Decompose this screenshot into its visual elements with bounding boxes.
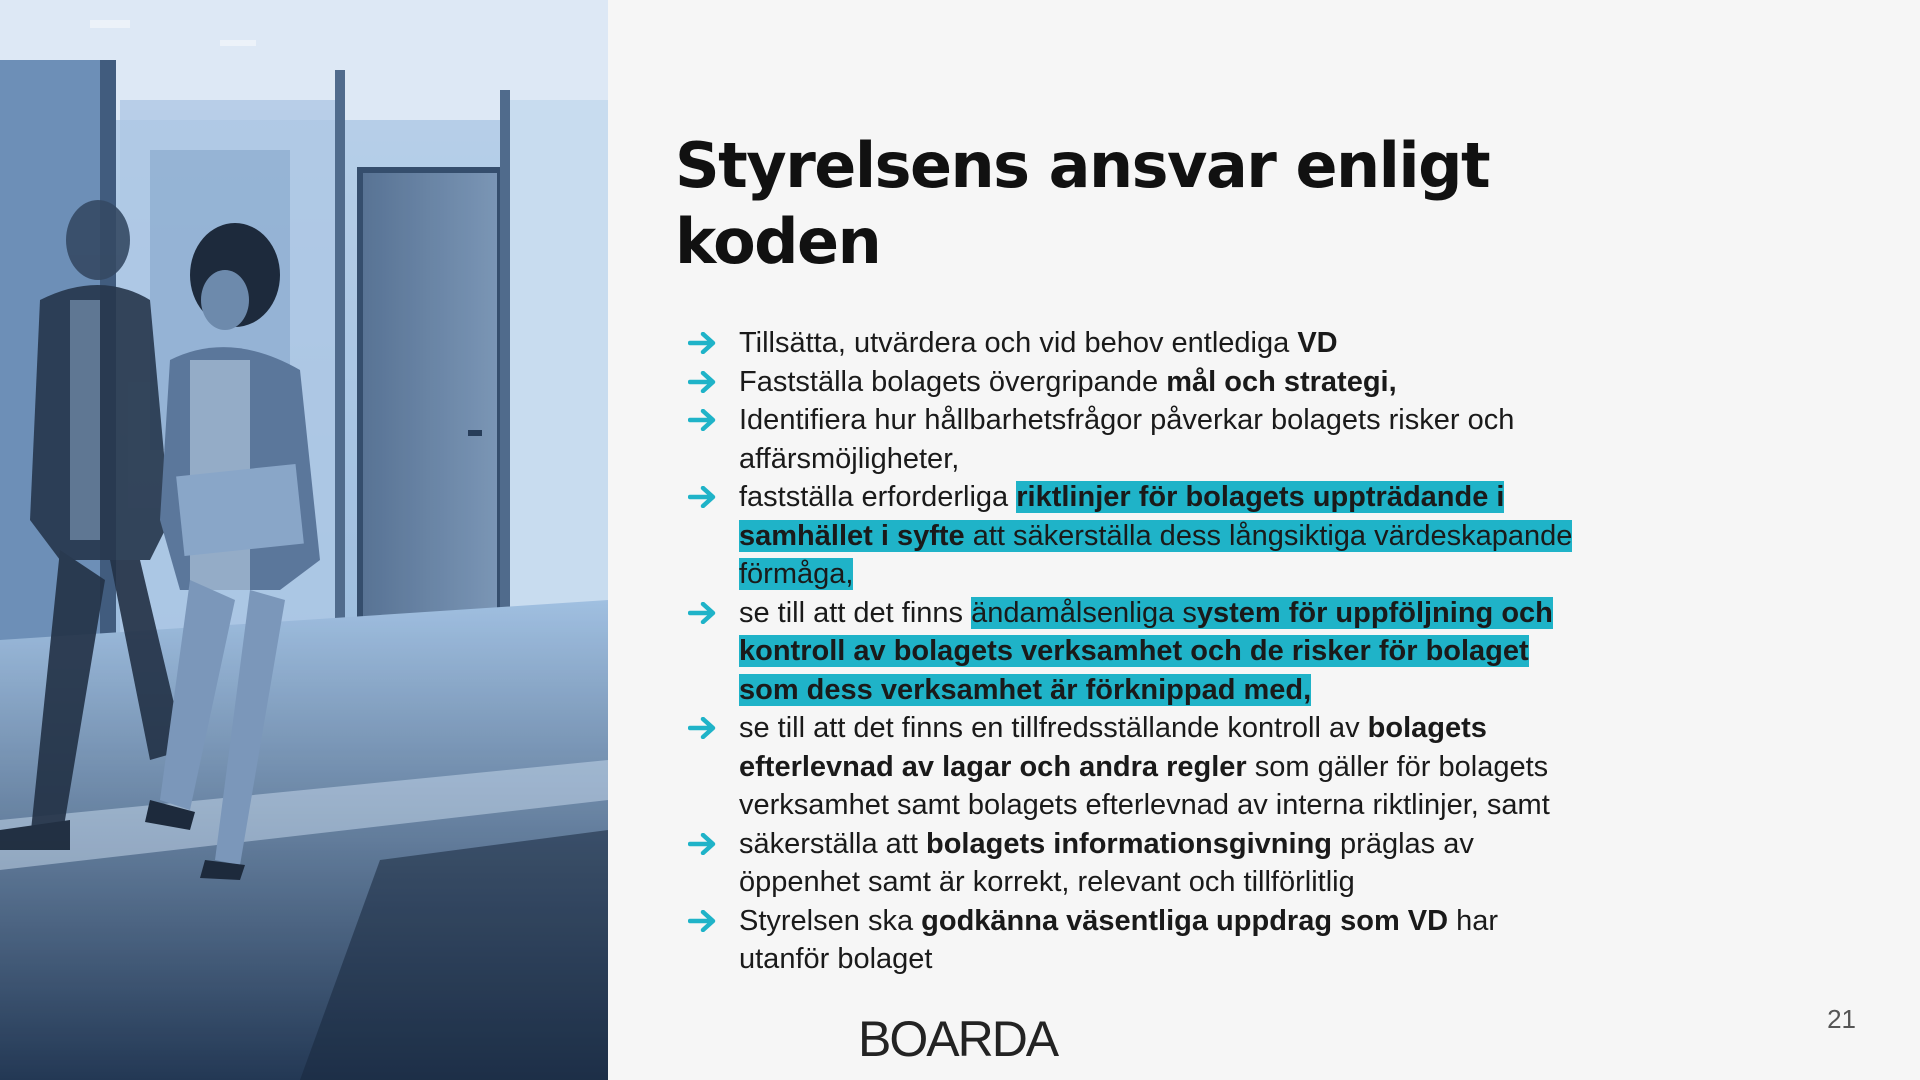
slide-title: Styrelsens ansvar enligt koden xyxy=(675,129,1490,278)
bullet-item xyxy=(688,478,1588,594)
highlighted-text: ystem för uppföljning och kontroll av bolagets verksamhet och de risker för bolaget som dess verksamhet är förknippad med, xyxy=(739,596,1553,706)
bullet-text: bolagets efterlevnad av lagar och andra regler xyxy=(739,712,1487,783)
responsibility-list xyxy=(688,324,1588,979)
office-photo xyxy=(0,0,608,1080)
arrow-right-icon xyxy=(688,401,722,439)
bullet-text: mål och strategi, xyxy=(1166,365,1397,398)
arrow-right-icon xyxy=(688,825,722,863)
arrow-right-icon xyxy=(688,363,722,401)
bullet-item xyxy=(688,594,1588,710)
logo-text: BOARDA xyxy=(858,1011,1058,1067)
bullet-text: Styrelsen ska xyxy=(739,904,922,937)
bullet-text: se till att det finns en tillfredsställande kontroll av xyxy=(739,712,1368,744)
bullet-item xyxy=(688,363,1588,402)
bullet-text: godkänna väsentliga uppdrag som VD xyxy=(921,904,1449,937)
bullet-text: Tillsätta, utvärdera och vid behov entlediga xyxy=(739,327,1298,359)
bullet-text: präglas av öppenhet samt är korrekt, relevant och tillförlitlig xyxy=(739,827,1474,898)
arrow-right-icon xyxy=(688,478,722,516)
arrow-right-icon xyxy=(688,902,722,940)
bullet-text: se till att det finns xyxy=(739,596,972,629)
highlighted-text: ändamålsenliga s xyxy=(971,596,1197,629)
boarda-logo xyxy=(858,1013,1057,1065)
bullet-item xyxy=(688,902,1588,979)
bullet-item xyxy=(688,825,1588,902)
highlighted-text: att säkerställa dess långsiktiga värdeskapande förmåga, xyxy=(739,519,1573,590)
page-number: 21 xyxy=(1827,1004,1856,1034)
bullet-text: har utanför bolaget xyxy=(739,904,1499,975)
bullet-item xyxy=(688,401,1588,478)
arrow-right-icon xyxy=(688,594,722,632)
bullet-text: Fastställa bolagets övergripande xyxy=(739,365,1167,398)
office-photo-image xyxy=(0,0,608,1080)
bullet-text: Identifiera hur hållbarhetsfrågor påverkar bolagets risker och affärsmöjligheter, xyxy=(739,404,1515,475)
bullet-item xyxy=(688,324,1588,363)
bullet-item xyxy=(688,709,1588,825)
bullet-text: fastställa erforderliga xyxy=(739,481,1017,513)
bullet-text: som gäller för bolagets verksamhet samt bolagets efterlevnad av interna riktlinjer, samt xyxy=(739,750,1550,821)
bullet-text: VD xyxy=(1297,327,1338,359)
arrow-right-icon xyxy=(688,324,722,362)
bullet-text: säkerställa att xyxy=(739,827,926,860)
bullet-text: bolagets informationsgivning xyxy=(925,827,1332,860)
highlighted-text: riktlinjer för bolagets uppträdande i samhället i syfte xyxy=(739,481,1505,552)
arrow-right-icon xyxy=(688,709,722,747)
